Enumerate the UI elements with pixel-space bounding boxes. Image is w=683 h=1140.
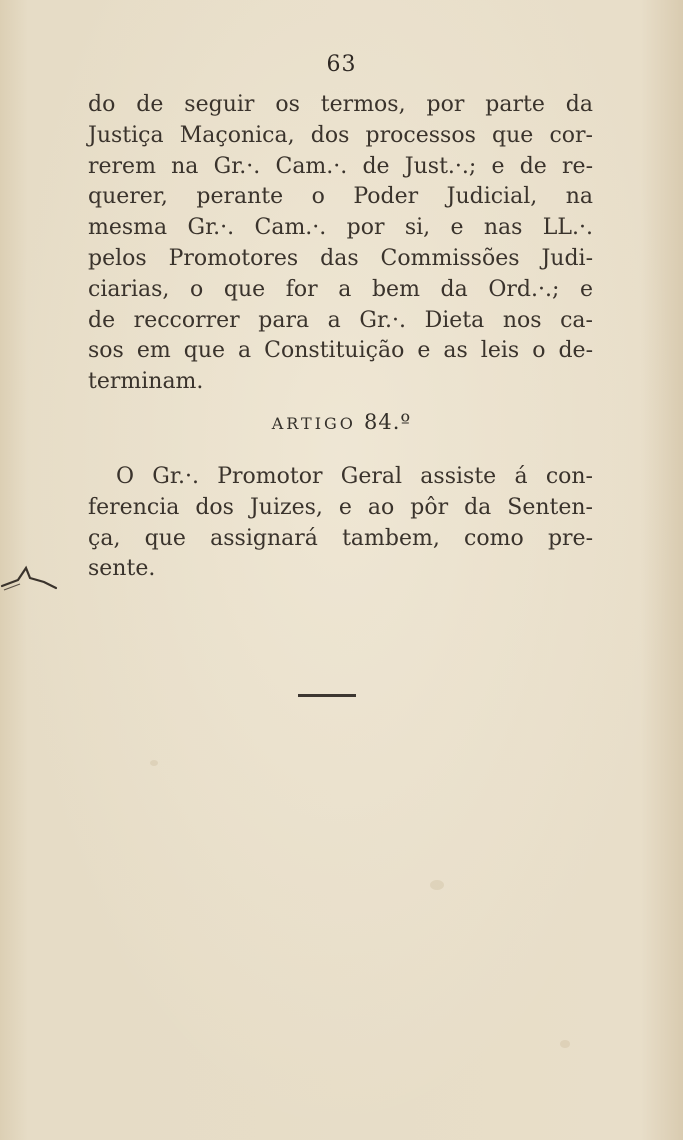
- margin-ink-mark: [0, 560, 60, 600]
- paper-stain: [430, 880, 444, 890]
- paper-stain: [560, 1040, 570, 1048]
- text-line: pelos Promotores das Commissões Judi-: [88, 245, 593, 271]
- article-label: ARTIGO: [271, 414, 356, 433]
- text-line: Justiça Maçonica, dos processos que cor-: [88, 122, 593, 148]
- text-line: rerem na Gr.·. Cam.·. de Just.·.; e de re-: [88, 153, 593, 179]
- text-line: ciarias, o que for a bem da Ord.·.; e: [88, 276, 593, 302]
- paper-stain: [150, 760, 158, 766]
- text-line: querer, perante o Poder Judicial, na: [88, 184, 593, 210]
- page-number: 63: [326, 52, 357, 77]
- section-end-rule: [298, 694, 356, 697]
- article-number: 84.º: [364, 410, 412, 434]
- article-heading: [0, 410, 683, 434]
- text-line: O Gr.·. Promotor Geral assiste á con-: [116, 464, 593, 489]
- text-line: ça, que assignará tambem, como pre-: [88, 525, 593, 551]
- text-line: sente.: [88, 556, 156, 582]
- text-line: de reccorrer para a Gr.·. Dieta nos ca-: [88, 307, 593, 333]
- text-line: terminam.: [88, 369, 204, 395]
- text-line: ferencia dos Juizes, e ao pôr da Senten-: [88, 494, 593, 520]
- paragraph-continuation: [88, 90, 593, 398]
- text-line: mesma Gr.·. Cam.·. por si, e nas LL.·.: [88, 215, 593, 241]
- article-paragraph: [88, 462, 593, 585]
- text-line: sos em que a Constituição e as leis o de-: [88, 338, 593, 364]
- text-line: do de seguir os termos, por parte da: [88, 92, 593, 117]
